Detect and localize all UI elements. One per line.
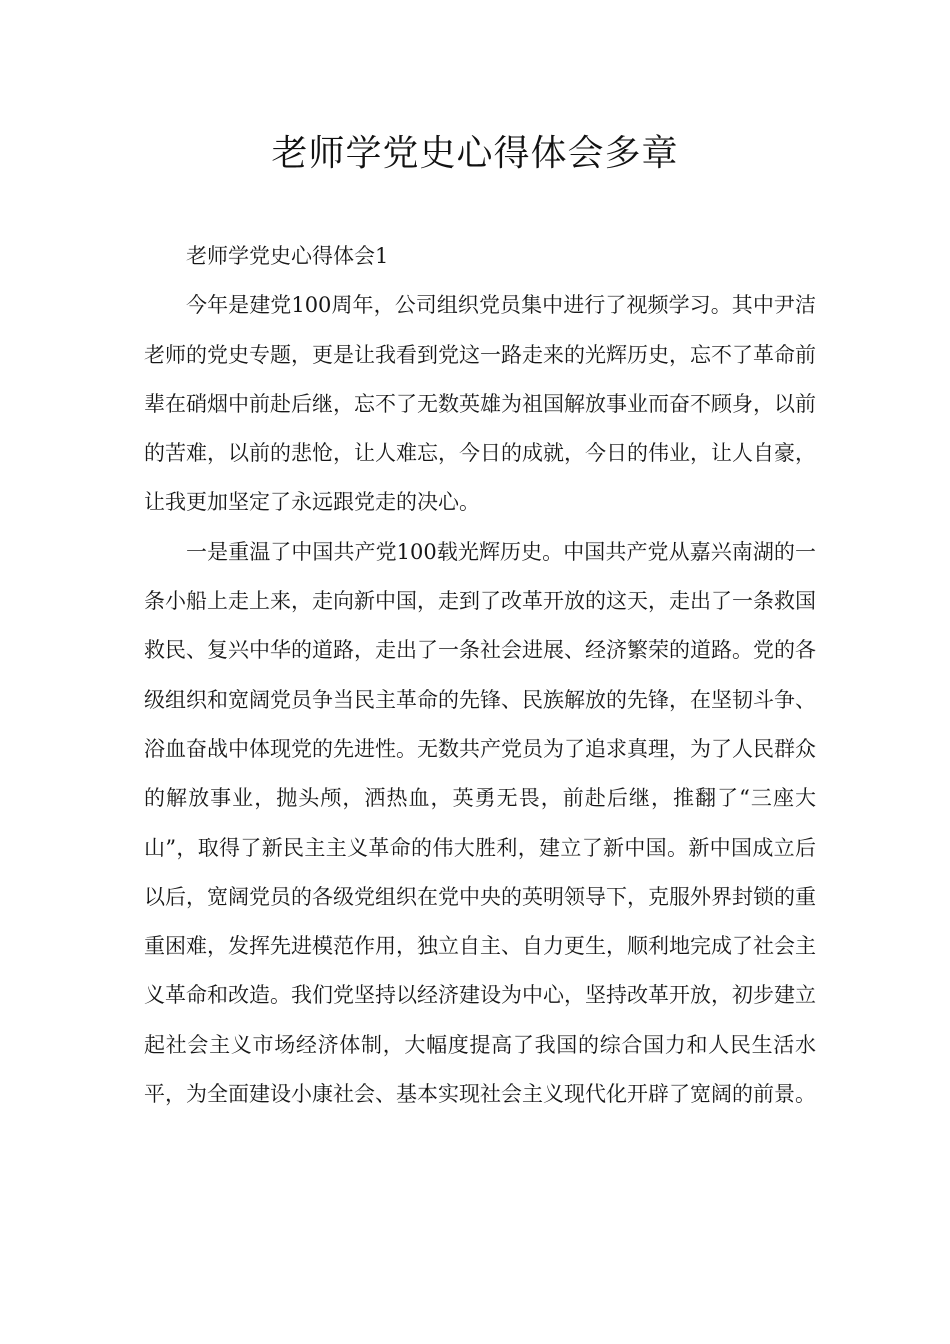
document-body [144,232,816,1119]
paragraph-1: 今年是建党100周年，公司组织党员集中进行了视频学习。其中尹洁老师的党史专题，更是让我看到党这一路走来的光辉历史，忘不了革命前辈在硝烟中前赴后继，忘不了无数英雄为祖国解放事业而奋不顾身，以前的苦难，以前的悲怆，让人难忘，今日的成就，今日的伟业，让人自豪，让我更加坚定了永远跟党走的决心。 [144,293,816,515]
document-title: 老师学党史心得体会多章 [271,133,679,174]
paragraph-2: 一是重温了中国共产党100载光辉历史。中国共产党从嘉兴南湖的一条小船上走上来，走向新中国，走到了改革开放的这天，走出了一条救国救民、复兴中华的道路，走出了一条社会进展、经济繁荣的道路。党的各级组织和宽阔党员争当民主革命的先锋、民族解放的先锋，在坚韧斗争、浴血奋战中体现党的先进性。无数共产党员为了追求真理，为了人民群众的解放事业，抛头颅，洒热血，英勇无畏，前赴后继，推翻了“三座大山”，取得了新民主主义革命的伟大胜利，建立了新中国。新中国成立后以后，宽阔党员的各级党组织在党中央的英明领导下，克服外界封锁的重重困难，发挥先进模范作用，独立自主、自力更生，顺利地完成了社会主义革命和改造。我们党坚持以经济建设为中心，坚持改革开放，初步建立起社会主义市场经济体制，大幅度提高了我国的综合国力和人民生活水平，为全面建设小康社会、基本实现社会主义现代化开辟了宽阔的前景。 [144,539,816,1107]
section-heading: 老师学党史心得体会1 [186,244,389,268]
